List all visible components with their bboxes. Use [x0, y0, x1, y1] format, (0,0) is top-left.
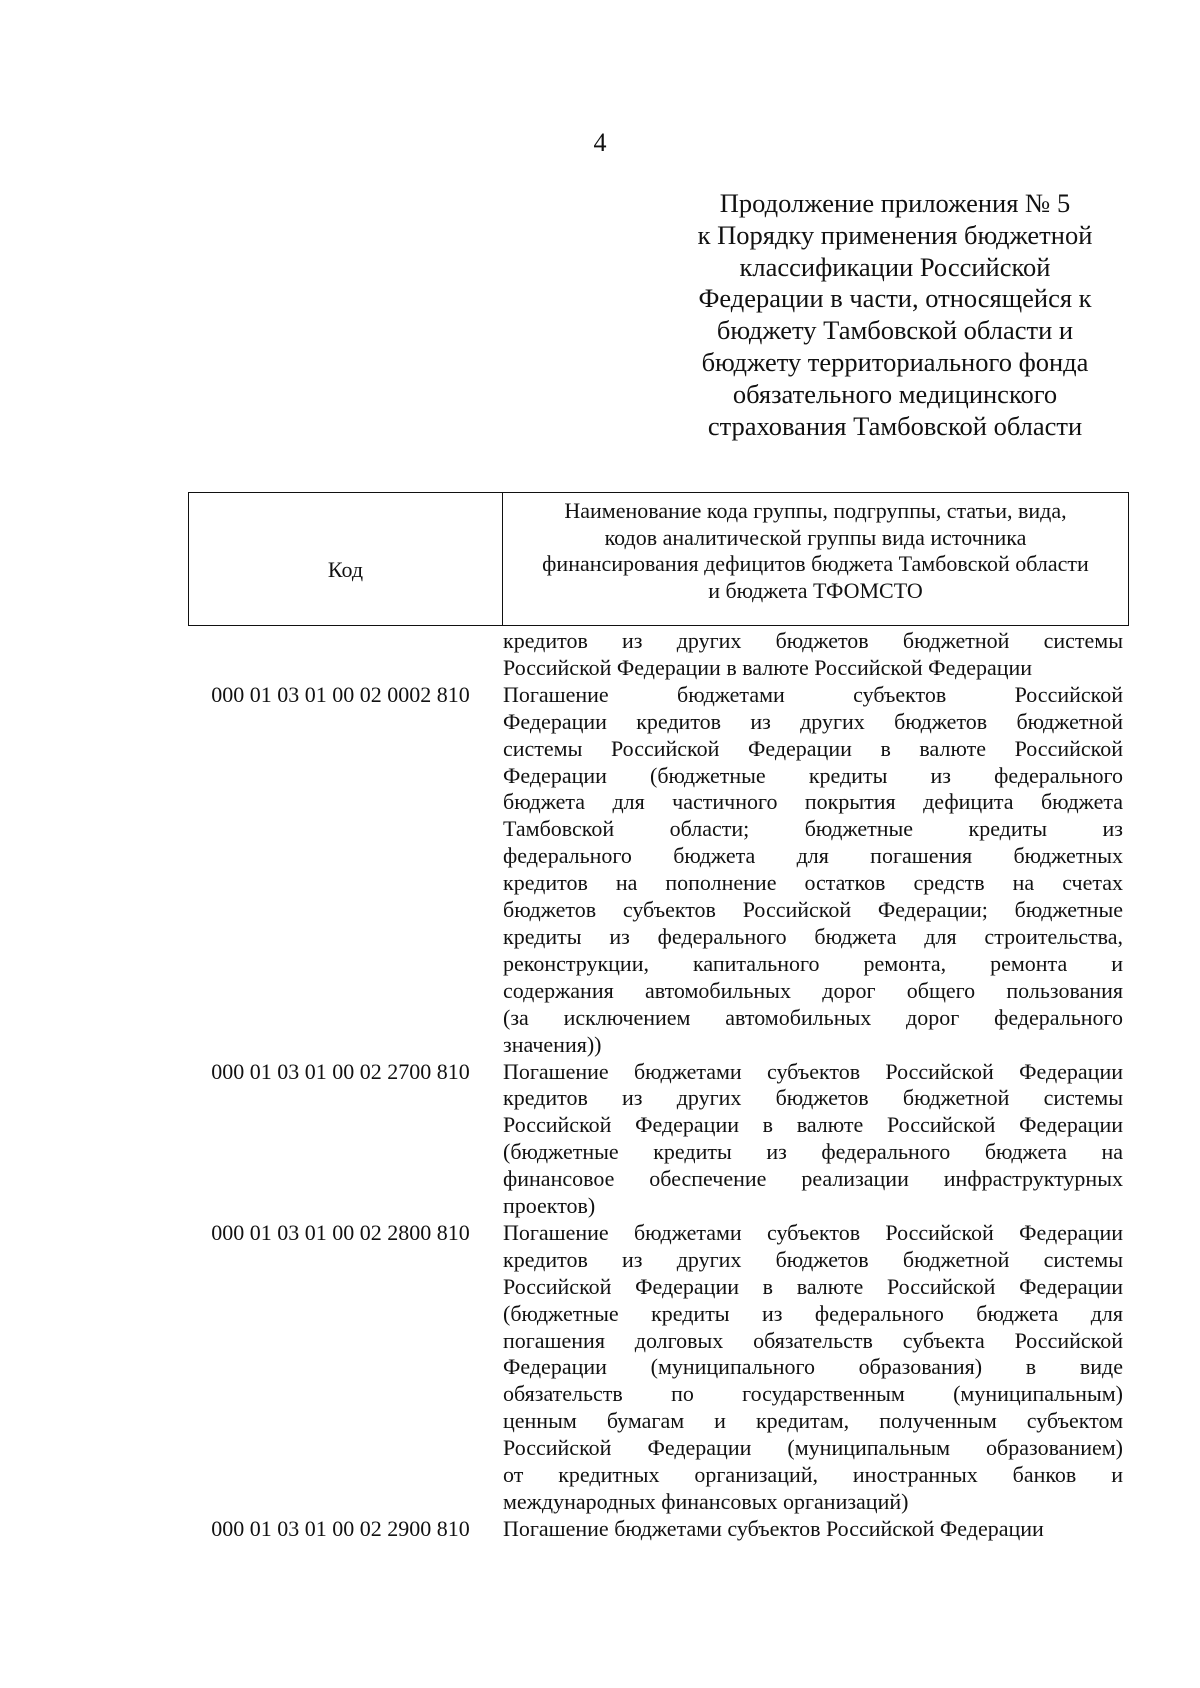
appendix-header-line: бюджету Тамбовской области и: [716, 315, 1074, 346]
row-code: 000 01 03 01 00 02 2800 810: [211, 1219, 470, 1245]
row-description: [503, 628, 1123, 682]
row-description-line: Федерации кредитов из других бюджетов бюджетной: [503, 708, 1123, 734]
table-row: [188, 628, 1129, 682]
row-description-line: Российской Федерации в валюте Российской Федерации: [503, 1273, 1123, 1299]
appendix-header-line: бюджету территориального фонда: [701, 346, 1089, 377]
row-description-line: кредиты из федерального бюджета для строительства,: [503, 923, 1123, 949]
column-header-code: Код: [189, 493, 503, 625]
row-description-line: финансовое обеспечение реализации инфраструктурных: [503, 1166, 1123, 1192]
row-code: 000 01 03 01 00 02 2700 810: [211, 1058, 470, 1084]
page-number: 4: [593, 128, 607, 157]
row-description-line: Погашение бюджетами субъектов Российской Федерации: [503, 1058, 1123, 1084]
row-description-line: Федерации (муниципального образования) в виде: [503, 1354, 1123, 1380]
row-description-line: Погашение бюджетами субъектов Российской Федерации: [503, 1219, 1123, 1245]
row-description: [503, 682, 1123, 1059]
row-description-line: международных финансовых организаций): [503, 1489, 909, 1514]
appendix-header-line: обязательного медицинского: [732, 378, 1058, 409]
table-row: [188, 1516, 1129, 1543]
row-description-line: значения)): [503, 1031, 602, 1057]
row-description-line: Погашение бюджетами субъектов Российской Федерации: [503, 1515, 1044, 1541]
row-description-line: Погашение бюджетами субъектов Российской: [503, 681, 1123, 707]
row-description-line: проектов): [503, 1193, 596, 1219]
row-code: 000 01 03 01 00 02 0002 810: [211, 681, 470, 707]
appendix-header-line: страхования Тамбовской области: [707, 410, 1083, 441]
column-header-name-line: кодов аналитической группы вида источника: [604, 524, 1027, 550]
column-header-name-line: и бюджета ТФОМСТО: [708, 577, 923, 603]
row-description-line: ценным бумагам и кредитам, полученным субъектом: [503, 1408, 1123, 1434]
row-description-line: содержания автомобильных дорог общего пользования: [503, 977, 1123, 1003]
row-description-line: бюджета для частичного покрытия дефицита бюджета: [503, 789, 1123, 815]
column-header-name-line: Наименование кода группы, подгруппы, статьи, вида,: [564, 498, 1067, 523]
row-description-line: федерального бюджета для погашения бюджетных: [503, 843, 1123, 869]
row-description-line: (бюджетные кредиты из федерального бюджета на: [503, 1139, 1123, 1165]
row-description-line: системы Российской Федерации в валюте Российской: [503, 735, 1123, 761]
row-description: [503, 1516, 1123, 1543]
row-description-line: погашения долговых обязательств субъекта Российской: [503, 1327, 1123, 1353]
table-row: [188, 1059, 1129, 1220]
appendix-header-line: к Порядку применения бюджетной: [697, 219, 1093, 250]
row-description-line: Тамбовской области; бюджетные кредиты из: [503, 816, 1123, 842]
row-description-line: кредитов из других бюджетов бюджетной системы: [503, 1085, 1123, 1111]
row-description-line: кредитов из других бюджетов бюджетной системы: [503, 628, 1123, 653]
column-header-name: [503, 493, 1128, 625]
table-row: [188, 1220, 1129, 1516]
row-description-line: Российской Федерации в валюте Российской Федерации: [503, 1112, 1123, 1138]
table-row: [188, 682, 1129, 1059]
row-description-line: (бюджетные кредиты из федерального бюджета для: [503, 1300, 1123, 1326]
row-description: [503, 1059, 1123, 1220]
row-description: [503, 1220, 1123, 1516]
appendix-header: [660, 188, 1130, 442]
row-description-line: Федерации (бюджетные кредиты из федерального: [503, 762, 1123, 788]
row-description-line: кредитов на пополнение остатков средств на счетах: [503, 870, 1123, 896]
row-code: [188, 628, 493, 682]
row-description-line: (за исключением автомобильных дорог федерального: [503, 1004, 1123, 1030]
row-code: 000 01 03 01 00 02 2900 810: [211, 1515, 470, 1541]
appendix-header-line: классификации Российской: [739, 251, 1051, 282]
table-header: [188, 492, 1129, 626]
table-body: [188, 628, 1129, 1543]
row-description-line: Российской Федерации в валюте Российской Федерации: [503, 654, 1033, 680]
row-description-line: Российской Федерации (муниципальным образованием): [503, 1435, 1123, 1461]
row-description-line: обязательств по государственным (муниципальным): [503, 1381, 1123, 1407]
row-description-line: реконструкции, капитального ремонта, ремонта и: [503, 950, 1123, 976]
row-description-line: кредитов из других бюджетов бюджетной системы: [503, 1246, 1123, 1272]
appendix-header-line: Федерации в части, относящейся к: [698, 283, 1092, 314]
column-header-name-line: финансирования дефицитов бюджета Тамбовской области: [542, 551, 1089, 576]
row-description-line: от кредитных организаций, иностранных банков и: [503, 1462, 1123, 1488]
appendix-header-line: Продолжение приложения № 5: [719, 188, 1071, 218]
row-description-line: бюджетов субъектов Российской Федерации; бюджетные: [503, 897, 1123, 923]
